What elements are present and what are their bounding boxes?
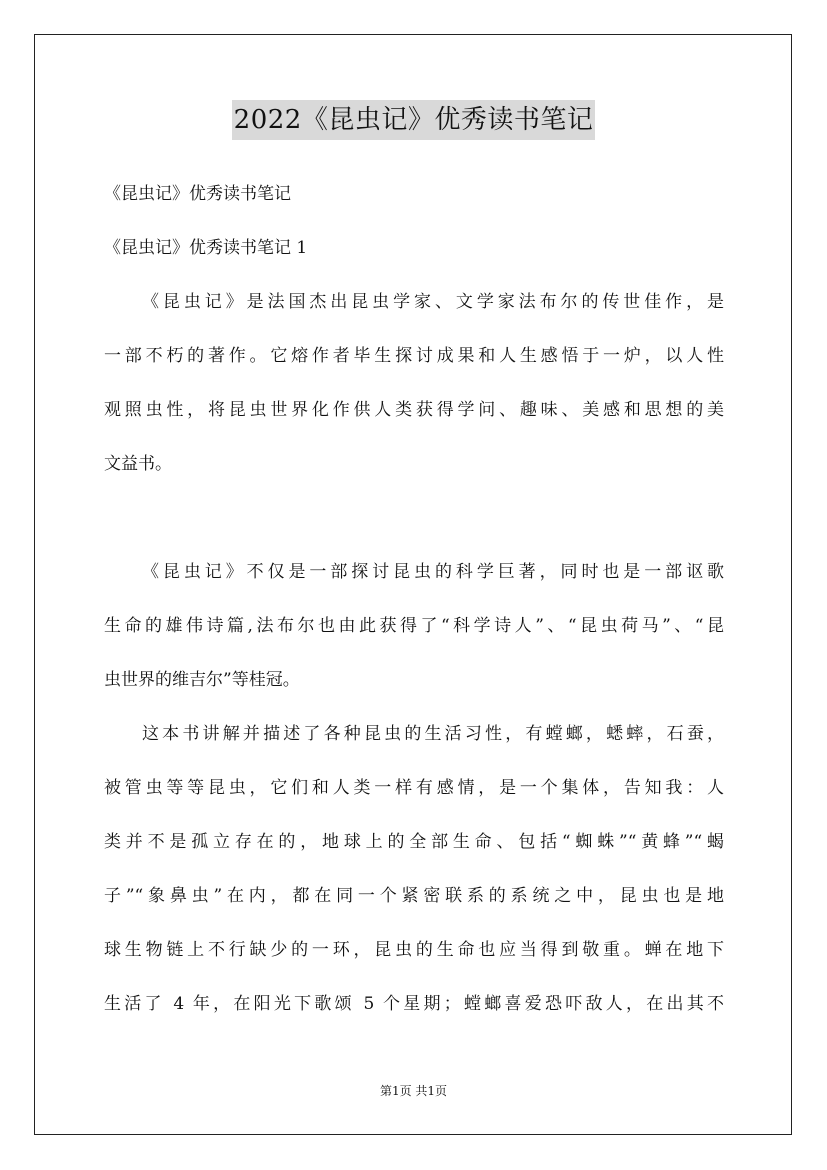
paragraph-3-line-6: 生活了 4 年，在阳光下歌颂 5 个星期；螳螂喜爱恐吓敌人，在出其不 [104,994,724,1014]
paragraph-1-line-1: 《昆虫记》是法国杰出昆虫学家、文学家法布尔的传世佳作，是 [142,292,724,312]
paragraph-3-line-4: 子”“象鼻虫”在内，都在同一个紧密联系的系统之中，昆虫也是地 [104,886,724,906]
paragraph-2-line-3: 虫世界的维吉尔”等桂冠。 [104,670,300,690]
paragraph-1-line-4: 文益书。 [104,454,172,474]
subtitle-main: 《昆虫记》优秀读书笔记 [104,184,291,204]
paragraph-2-line-2: 生命的雄伟诗篇,法布尔也由此获得了“科学诗人”、“昆虫荷马”、“昆 [104,616,724,636]
paragraph-3-line-2: 被管虫等等昆虫，它们和人类一样有感情，是一个集体，告知我：人 [104,778,724,798]
paragraph-3-line-3: 类并不是孤立存在的，地球上的全部生命、包括“蜘蛛”“黄蜂”“蝎 [104,832,724,852]
paragraph-2-line-1: 《昆虫记》不仅是一部探讨昆虫的科学巨著，同时也是一部讴歌 [142,562,724,582]
paragraph-3-line-5: 球生物链上不行缺少的一环，昆虫的生命也应当得到敬重。蝉在地下 [104,940,724,960]
document-title: 2022《昆虫记》优秀读书笔记 [232,100,596,140]
paragraph-1-line-2: 一部不朽的著作。它熔作者毕生探讨成果和人生感悟于一炉，以人性 [104,346,724,366]
subtitle-section-1: 《昆虫记》优秀读书笔记 1 [104,238,308,258]
paragraph-3-line-1: 这本书讲解并描述了各种昆虫的生活习性，有螳螂，蟋蟀，石蚕， [142,724,724,744]
paragraph-1-line-3: 观照虫性，将昆虫世界化作供人类获得学问、趣味、美感和思想的美 [104,400,724,420]
page-number-footer: 第1页 共1页 [379,1084,448,1098]
title-container [0,100,827,140]
